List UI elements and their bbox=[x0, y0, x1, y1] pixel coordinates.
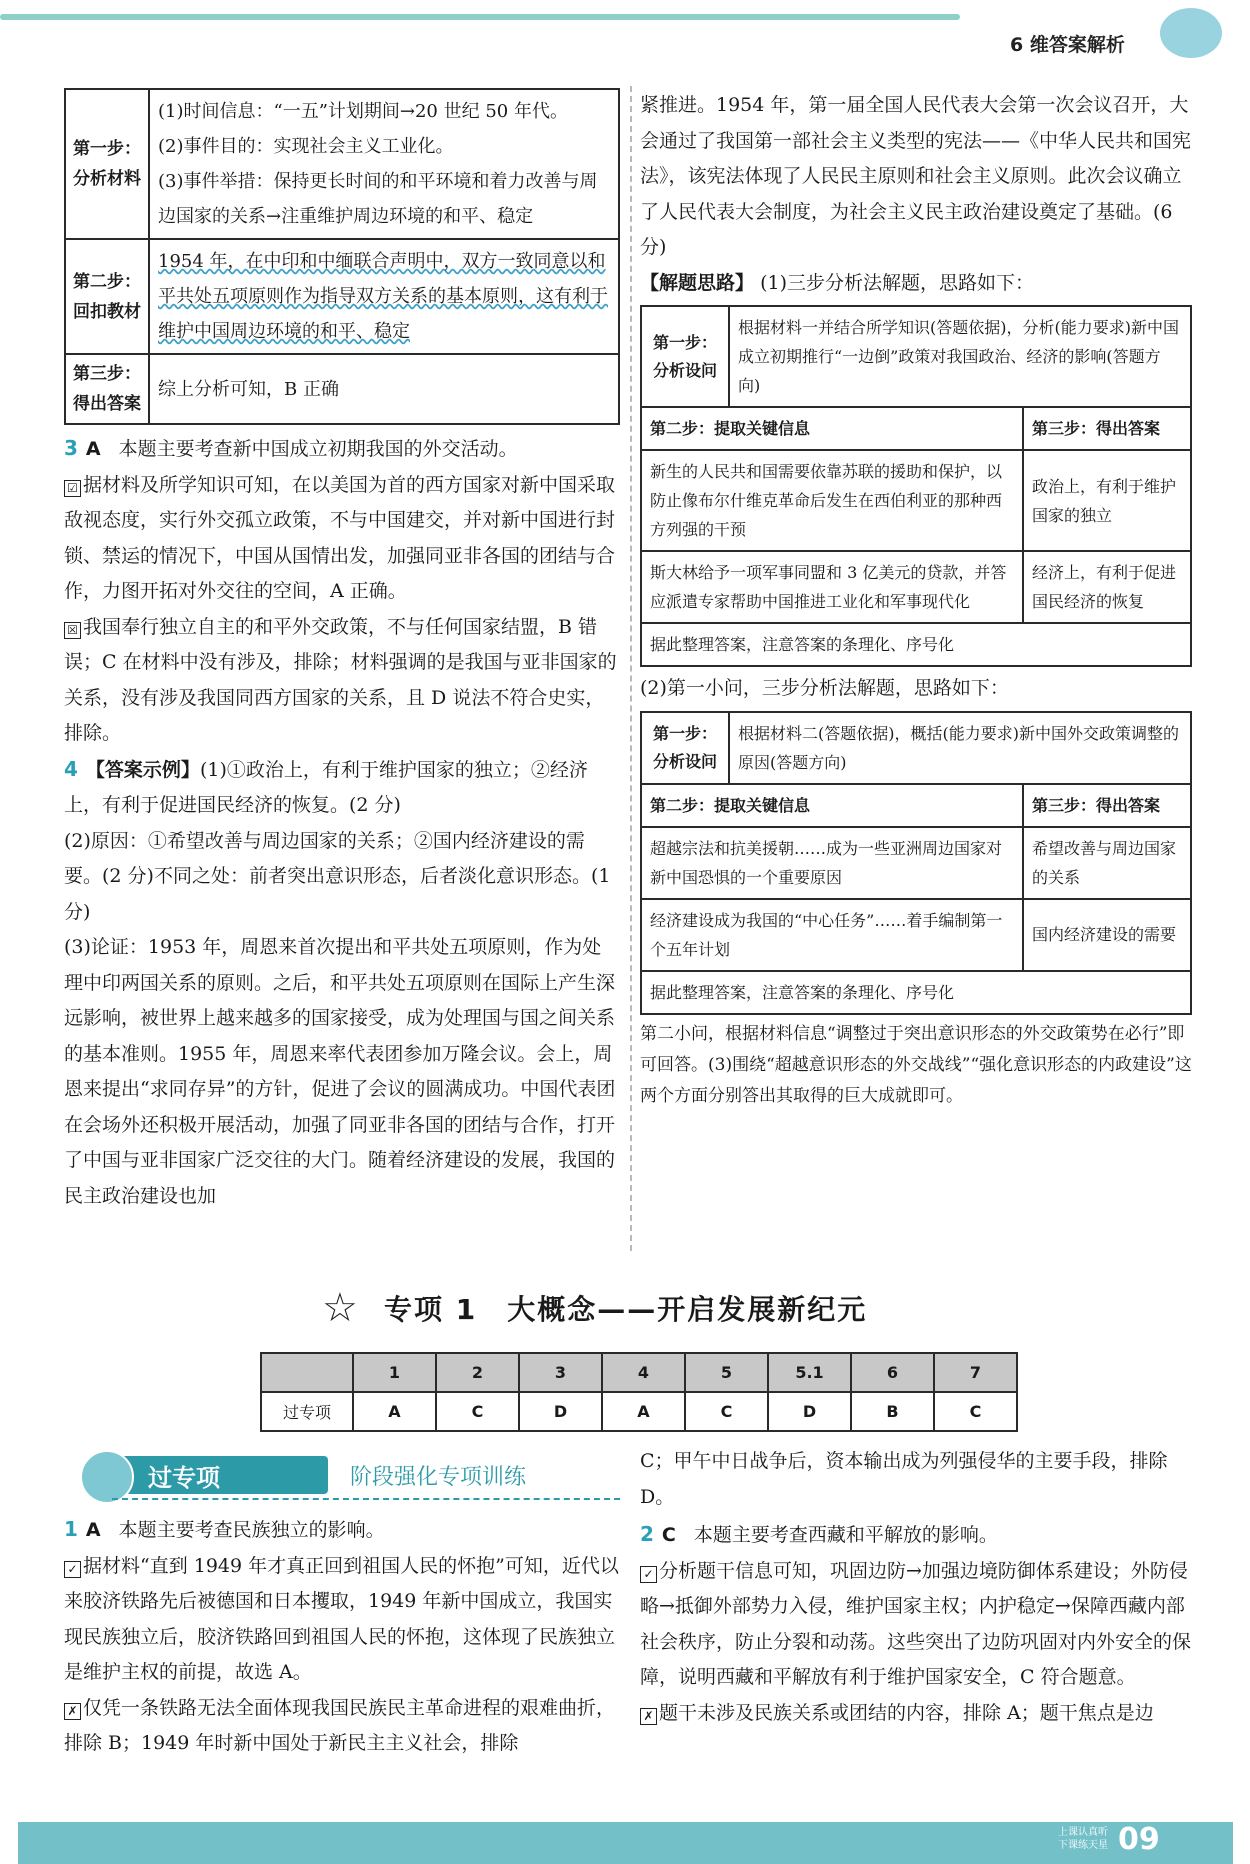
footer-slogan bbox=[1058, 1826, 1108, 1852]
question-number: 2 bbox=[640, 1522, 654, 1546]
table-cell: 1 bbox=[353, 1353, 436, 1392]
mascot-icon bbox=[1160, 8, 1222, 58]
step-line: 1954 年，在中印和中缅联合声明中，双方一致同意以和平共处五项原则作为指导双方关系的基本原则，这有利于维护中国周边环境的和平、稳定 bbox=[158, 251, 608, 342]
table-cell: D bbox=[768, 1392, 851, 1431]
answer-tag: 【答案示例】 bbox=[85, 758, 200, 781]
question-number: 1 bbox=[64, 1517, 78, 1541]
idea-text: (1)三步分析法解题，思路如下： bbox=[760, 271, 1034, 294]
banner-label: 过专项 bbox=[148, 1464, 220, 1492]
table-row bbox=[641, 784, 1191, 827]
table-row bbox=[641, 551, 1191, 623]
banner-pill bbox=[112, 1456, 328, 1494]
question-intro: 本题主要考查西藏和平解放的影响。 bbox=[693, 1524, 998, 1546]
idea-tag: 【解题思路】 bbox=[640, 271, 755, 294]
step-label: 第三步：得出答案 bbox=[65, 354, 149, 424]
practice-banner bbox=[72, 1450, 620, 1502]
right-column bbox=[640, 88, 1192, 1112]
s2-right-explanation bbox=[640, 1554, 1192, 1696]
step-label: 第一步：分析设问 bbox=[641, 306, 729, 407]
table-cell: A bbox=[353, 1392, 436, 1431]
cross-icon: ✗ bbox=[64, 1703, 81, 1720]
s1-right-explanation bbox=[64, 1549, 620, 1691]
explanation-text: 据材料及所学知识可知，在以美国为首的西方国家对新中国采取敌视态度，实行外交孤立政策，不与中国建交，并对新中国进行封锁、禁运的情况下，中国从国情出发，加强同亚非各国的团结与合作，力图开拓对外交往的空间，A 正确。 bbox=[64, 473, 616, 602]
s2-heading bbox=[640, 1517, 1192, 1554]
key-info: 经济建设成为我国的“中心任务”……着手编制第一个五年计划 bbox=[641, 899, 1023, 971]
step-content: 根据材料二(答题依据)，概括(能力要求)新中国外交政策调整的原因(答题方向) bbox=[729, 712, 1191, 784]
section-heading bbox=[0, 1282, 1250, 1332]
step-label: 第一步：分析材料 bbox=[65, 89, 149, 239]
question-number: 4 bbox=[64, 756, 78, 781]
question-answer: A bbox=[85, 438, 101, 460]
step-line: 综上分析可知，B 正确 bbox=[158, 378, 339, 400]
page-number: 09 bbox=[1118, 1822, 1160, 1857]
s2-wrong-explanation bbox=[640, 1696, 1192, 1732]
table-cell: C bbox=[436, 1392, 519, 1431]
column-divider bbox=[630, 86, 632, 1251]
answer-part: (2)原因：①希望改善与周边国家的关系；②国内经济建设的需要。(2 分)不同之处：前者突出意识形态，后者淡化意识形态。(1 分) bbox=[64, 829, 611, 923]
header-band bbox=[0, 14, 960, 20]
table-cell: 2 bbox=[436, 1353, 519, 1392]
explanation-text: 仅凭一条铁路无法全面体现我国民族民主革命进程的艰难曲折，排除 B；1949 年时新中国处于新民主主义社会，排除 bbox=[64, 1696, 616, 1754]
check-icon: ✓ bbox=[640, 1566, 657, 1583]
table-row bbox=[65, 354, 619, 424]
table-footer: 据此整理答案，注意答案的条理化、序号化 bbox=[641, 623, 1191, 666]
analysis-table-2 bbox=[640, 711, 1192, 1015]
row-label: 过专项 bbox=[261, 1392, 353, 1431]
table-row bbox=[641, 306, 1191, 407]
explanation-text: 据材料“直到 1949 年才真正回到祖国人民的怀抱”可知，近代以来胶济铁路先后被德国和日本攫取，1949 年新中国成立，我国实现民族独立后，胶济铁路回到祖国人民的怀抱，这体现了民族独立是维护主权的前提，故选 A。 bbox=[64, 1554, 619, 1683]
table-cell: C bbox=[934, 1392, 1017, 1431]
s1-heading bbox=[64, 1512, 620, 1549]
answer-part: 紧推进。1954 年，第一届全国人民代表大会第一次会议召开，大会通过了我国第一部社会主义类型的宪法——《中华人民共和国宪法》，该宪法体现了人民民主原则和社会主义原则。此次会议确立了人民代表大会制度，为社会主义民主政治建设奠定了基础。(6 分) bbox=[640, 94, 1192, 258]
table-footer: 据此整理答案，注意答案的条理化、序号化 bbox=[641, 971, 1191, 1014]
table-row bbox=[261, 1353, 1017, 1392]
table-cell: 7 bbox=[934, 1353, 1017, 1392]
key-info: 新生的人民共和国需要依靠苏联的援助和保护，以防止像布尔什维克革命后发生在西伯利亚的那种西方列强的干预 bbox=[641, 450, 1023, 551]
table-cell: 6 bbox=[851, 1353, 934, 1392]
table-cell: D bbox=[519, 1392, 602, 1431]
step-label: 第一步：分析设问 bbox=[641, 712, 729, 784]
step-content bbox=[149, 89, 619, 239]
step-content: 根据材料一并结合所学知识(答题依据)，分析(能力要求)新中国成立初期推行“一边倒”政策对我国政治、经济的影响(答题方向) bbox=[729, 306, 1191, 407]
table-row bbox=[641, 971, 1191, 1014]
table-row bbox=[641, 450, 1191, 551]
solution-idea bbox=[640, 266, 1192, 302]
question-intro: 本题主要考查民族独立的影响。 bbox=[118, 1519, 385, 1541]
q3-heading bbox=[64, 431, 620, 468]
s1-wrong-explanation bbox=[64, 1691, 620, 1762]
idea-text: 第二小问，根据材料信息“调整过于突出意识形态的外交政策势在必行”即可回答。(3)围绕“超越意识形态的外交战线”“强化意识形态的内政建设”这两个方面分别答出其取得的巨大成就即可。 bbox=[640, 1023, 1192, 1106]
banner-divider bbox=[112, 1498, 620, 1500]
step-label: 第二步：回扣教材 bbox=[65, 239, 149, 354]
table-row bbox=[641, 407, 1191, 450]
step-content bbox=[149, 354, 619, 424]
step-answer: 经济上，有利于促进国民经济的恢复 bbox=[1023, 551, 1191, 623]
slogan-line: 上课认真听 bbox=[1058, 1827, 1108, 1838]
step-line: (1)时间信息：“一五”计划期间→20 世纪 50 年代。 bbox=[158, 101, 568, 122]
key-info: 斯大林给予一项军事同盟和 3 亿美元的贷款，并答应派遣专家帮助中国推进工业化和军事现代化 bbox=[641, 551, 1023, 623]
question-intro: 本题主要考查新中国成立初期我国的外交活动。 bbox=[118, 438, 518, 460]
step-line: (3)事件举措：保持更长时间的和平环境和着力改善与周边国家的关系→注重维护周边环境的和平、稳定 bbox=[158, 171, 598, 227]
table-row bbox=[65, 239, 619, 354]
table-cell: C bbox=[685, 1392, 768, 1431]
idea-text: (2)第一小问，三步分析法解题，思路如下： bbox=[640, 677, 1009, 699]
column-header: 第二步：提取关键信息 bbox=[641, 407, 1023, 450]
section-title: 专项 1 大概念——开启发展新纪元 bbox=[384, 1293, 868, 1326]
table-cell: A bbox=[602, 1392, 685, 1431]
lower-left-column bbox=[64, 1512, 620, 1762]
question-answer: A bbox=[85, 1519, 101, 1541]
table-cell: B bbox=[851, 1392, 934, 1431]
lower-right-column bbox=[640, 1444, 1192, 1731]
table-row bbox=[641, 899, 1191, 971]
answer-key-table bbox=[260, 1352, 1018, 1432]
table-row bbox=[641, 623, 1191, 666]
banner-subtitle: 阶段强化专项训练 bbox=[350, 1465, 527, 1490]
step-content bbox=[149, 239, 619, 354]
q3-right-explanation bbox=[64, 468, 620, 610]
step-answer: 希望改善与周边国家的关系 bbox=[1023, 827, 1191, 899]
key-info: 超越宗法和抗美援朝……成为一些亚洲周边国家对新中国恐惧的一个重要原因 bbox=[641, 827, 1023, 899]
slogan-line: 下课练天星 bbox=[1058, 1840, 1108, 1851]
explanation-text: 题干未涉及民族关系或团结的内容，排除 A；题干焦点是边 bbox=[659, 1701, 1154, 1724]
explanation-text: 我国奉行独立自主的和平外交政策，不与任何国家结盟，B 错误；C 在材料中没有涉及，排除；材料强调的是我国与亚非国家的关系，没有涉及我国同西方国家的关系，且 D 说法不符合史实，排除。 bbox=[64, 615, 617, 744]
star-icon: ☆ bbox=[322, 1285, 358, 1331]
q2-analysis-table bbox=[64, 88, 620, 425]
mascot-icon bbox=[80, 1450, 134, 1504]
explanation-text: 分析题干信息可知，巩固边防→加强边境防御体系建设；外防侵略→抵御外部势力入侵，维护国家主权；内护稳定→保障西藏内部社会秩序，防止分裂和动荡。这些突出了边防巩固对内外安全的保障，说明西藏和平解放有利于维护国家安全，C 符合题意。 bbox=[640, 1559, 1192, 1688]
column-header: 第二步：提取关键信息 bbox=[641, 784, 1023, 827]
column-header: 第三步：得出答案 bbox=[1023, 407, 1191, 450]
table-row bbox=[65, 89, 619, 239]
answer-part: (1)①政治上，有利于维护国家的独立；②经济上，有利于促进国民经济的恢复。(2 分) bbox=[64, 758, 588, 816]
table-cell: 5 bbox=[685, 1353, 768, 1392]
explanation-text: C；甲午中日战争后，资本输出成为列强侵华的主要手段，排除 D。 bbox=[640, 1450, 1168, 1508]
table-cell: 3 bbox=[519, 1353, 602, 1392]
analysis-table-1 bbox=[640, 305, 1192, 667]
step-line: (2)事件目的：实现社会主义工业化。 bbox=[158, 136, 454, 157]
column-header: 第三步：得出答案 bbox=[1023, 784, 1191, 827]
table-cell bbox=[261, 1353, 353, 1392]
step-answer: 国内经济建设的需要 bbox=[1023, 899, 1191, 971]
table-row bbox=[261, 1392, 1017, 1431]
step-answer: 政治上，有利于维护国家的独立 bbox=[1023, 450, 1191, 551]
table-cell: 4 bbox=[602, 1353, 685, 1392]
question-answer: C bbox=[661, 1524, 676, 1546]
left-column bbox=[64, 88, 620, 1214]
check-icon: ✓ bbox=[64, 1561, 81, 1578]
page-footer bbox=[18, 1822, 1233, 1864]
check-icon: ☑ bbox=[64, 480, 81, 497]
page-header bbox=[0, 0, 1250, 56]
q3-wrong-explanation bbox=[64, 610, 620, 752]
q4-heading bbox=[64, 752, 620, 824]
question-number: 3 bbox=[64, 436, 78, 460]
table-cell: 5.1 bbox=[768, 1353, 851, 1392]
answer-part: (3)论证：1953 年，周恩来首次提出和平共处五项原则，作为处理中印两国关系的原则。之后，和平共处五项原则在国际上产生深远影响，被世界上越来越多的国家接受，成为处理国与国之间关系的基本准则。1955 年，周恩来率代表团参加万隆会议。会上，周恩来提出“求同存异”的方针，促进了会议的圆满成功。中国代表团在会场外还积极开展活动，加强了同亚非各国的团结与合作，打开了中国与亚非国家广泛交往的大门。随着经济建设的发展，我国的民主政治建设也加 bbox=[64, 936, 616, 1207]
header-title: 6 维答案解析 bbox=[1010, 34, 1125, 56]
table-row bbox=[641, 827, 1191, 899]
cross-icon: ✗ bbox=[640, 1708, 657, 1725]
cross-icon: ☒ bbox=[64, 622, 81, 639]
table-row bbox=[641, 712, 1191, 784]
